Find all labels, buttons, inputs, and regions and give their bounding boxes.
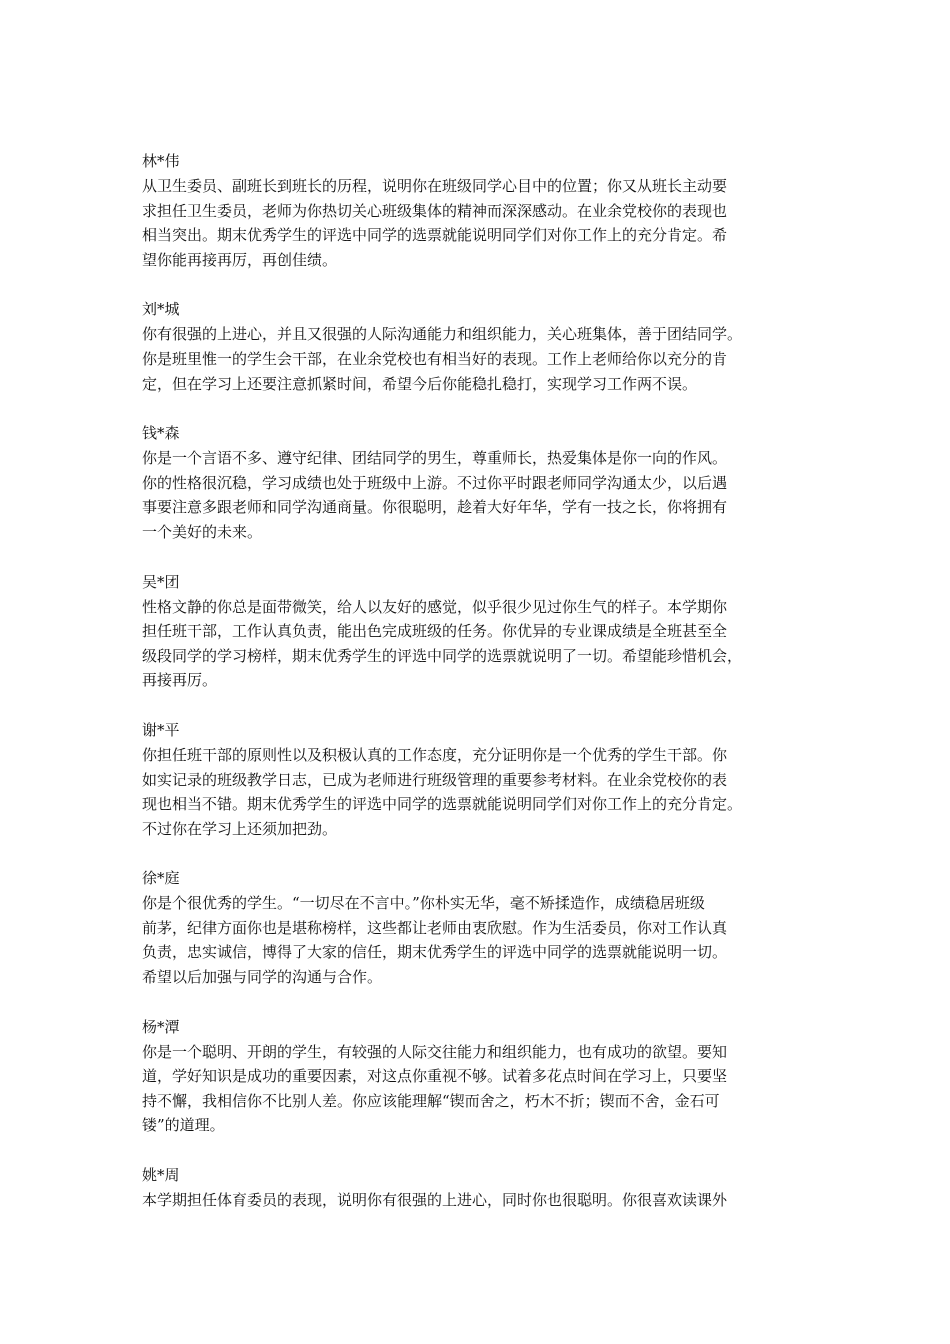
comment-line: 不过你在学习上还须加把劲。 <box>142 819 338 838</box>
comment-line: 级段同学的学习榜样，期末优秀学生的评选中同学的选票就说明了一切。希望能珍惜机会， <box>142 646 743 665</box>
comment-line: 希望以后加强与同学的沟通与合作。 <box>142 968 383 987</box>
document-page <box>142 148 824 1237</box>
comment-paragraph <box>142 743 824 841</box>
comment-paragraph <box>142 174 824 272</box>
student-comment-entry <box>142 717 824 841</box>
comment-line: 望你能再接再厉，再创佳绩。 <box>142 250 338 269</box>
comment-line: 从卫生委员、副班长到班长的历程，说明你在班级同学心目中的位置；你又从班长主动要 <box>142 177 728 195</box>
comment-line: 你担任班干部的原则性以及积极认真的工作态度，充分证明你是一个优秀的学生干部。你 <box>142 745 728 764</box>
comment-paragraph <box>142 1188 824 1213</box>
student-comment-entry <box>142 148 824 272</box>
comment-line: 相当突出。期末优秀学生的评选中同学的选票就能说明同学们对你工作上的充分肯定。希 <box>142 226 728 245</box>
student-name: 刘*城 <box>142 300 180 319</box>
comment-line: 性格文静的你总是面带微笑，给人以友好的感觉，似乎很少见过你生气的样子。本学期你 <box>142 597 728 616</box>
comment-line: 一个美好的未来。 <box>142 522 263 541</box>
comment-line: 事要注意多跟老师和同学沟通商量。你很聪明，趁着大好年华，学有一技之长，你将拥有 <box>142 498 728 517</box>
comment-paragraph <box>142 595 824 693</box>
comment-line: 前茅，纪律方面你也是堪称榜样，这些都让老师由衷欣慰。作为生活委员，你对工作认真 <box>142 918 728 937</box>
comment-line: 担任班干部，工作认真负责，能出色完成班级的任务。你优异的专业课成绩是全班甚至全 <box>142 622 728 641</box>
student-name: 姚*周 <box>142 1166 180 1185</box>
student-name: 吴*团 <box>142 572 180 591</box>
student-comment-entry <box>142 1014 824 1138</box>
student-name: 谢*平 <box>142 720 180 739</box>
comment-line: 你是个很优秀的学生。“一切尽在不言中。”你朴实无华，毫不矫揉造作，成绩稳居班级 <box>142 894 705 913</box>
comment-paragraph <box>142 322 824 396</box>
student-comment-entry <box>142 1162 824 1213</box>
comment-paragraph <box>142 1040 824 1138</box>
comment-line: 本学期担任体育委员的表现，说明你有很强的上进心，同时你也很聪明。你很喜欢读课外 <box>142 1191 728 1210</box>
comment-line: 定，但在学习上还要注意抓紧时间，希望今后你能稳扎稳打，实现学习工作两不误。 <box>142 374 698 393</box>
comment-line: 你是班里惟一的学生会干部，在业余党校也有相当好的表现。工作上老师给你以充分的肯 <box>142 349 728 368</box>
comment-paragraph <box>142 446 824 544</box>
student-comment-entry <box>142 296 824 396</box>
comment-line: 你是一个言语不多、遵守纪律、团结同学的男生，尊重师长，热爱集体是你一向的作风。 <box>142 449 728 468</box>
comment-line: 镂”的道理。 <box>142 1116 225 1135</box>
comment-line: 道，学好知识是成功的重要因素，对这点你重视不够。试着多花点时间在学习上，只要坚 <box>142 1067 728 1086</box>
comment-line: 持不懈，我相信你不比别人差。你应该能理解“锲而舍之，朽木不折；锲而不舍，金石可 <box>142 1091 720 1110</box>
comment-line: 你的性格很沉稳，学习成绩也处于班级中上游。不过你平时跟老师同学沟通太少，以后遇 <box>142 473 728 492</box>
comment-line: 如实记录的班级教学日志，已成为老师进行班级管理的重要参考材料。在业余党校你的表 <box>142 770 728 789</box>
comment-line: 现也相当不错。期末优秀学生的评选中同学的选票就能说明同学们对你工作上的充分肯定。 <box>142 795 743 814</box>
comment-line: 再接再厉。 <box>142 671 218 690</box>
student-comment-entry <box>142 865 824 989</box>
comment-line: 你是一个聪明、开朗的学生，有较强的人际交往能力和组织能力，也有成功的欲望。要知 <box>142 1042 728 1061</box>
student-name: 杨*潭 <box>142 1017 180 1036</box>
comment-line: 你有很强的上进心，并且又很强的人际沟通能力和组织能力，关心班集体，善于团结同学。 <box>142 325 743 344</box>
comment-paragraph <box>142 891 824 989</box>
student-comment-entry <box>142 569 824 693</box>
comment-line: 求担任卫生委员，老师为你热切关心班级集体的精神而深深感动。在业余党校你的表现也 <box>142 201 728 220</box>
student-name: 钱*森 <box>142 424 180 443</box>
comment-line: 负责，忠实诚信，博得了大家的信任，期末优秀学生的评选中同学的选票就能说明一切。 <box>142 943 728 962</box>
student-name: 徐*庭 <box>142 869 180 888</box>
student-name: 林*伟 <box>142 152 180 170</box>
student-comment-entry <box>142 420 824 544</box>
